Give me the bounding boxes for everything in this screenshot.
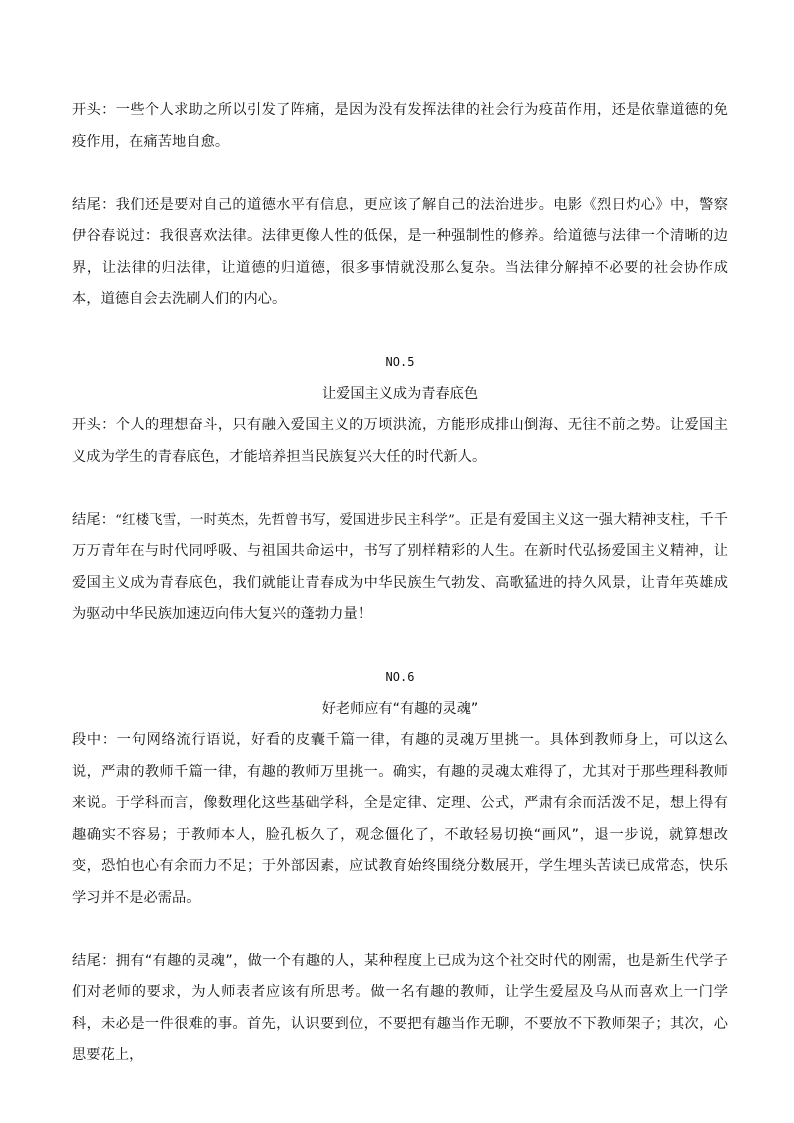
section5-ending	[72, 505, 728, 631]
section6-title: 好老师应有“有趣的灵魂”	[321, 700, 479, 717]
section4-opening: 开头：一些个人求助之所以引发了阵痛，是因为没有发挥法律的社会行为疫苗作用，还是依靠道德的免疫作用，在痛苦地自愈。	[72, 102, 728, 150]
document-page	[72, 95, 728, 1072]
paragraph-gap	[72, 316, 728, 348]
paragraph-gap	[72, 158, 728, 190]
section6-ending: 结尾：拥有“有趣的灵魂”，做一个有趣的人，某种程度上已成为这个社交时代的刚需，也是新生代学子们对老师的要求，为人师表者应该有所思考。做一名有趣的教师，让学生爱屋及乌从而喜欢上一门学科，未必是一件很难的事。首先，认识要到位，不要把有趣当作无聊，不要放不下教师架子；其次，心思要花上，	[72, 952, 728, 1063]
poem-quote: “红楼飞雪，一时英杰，先哲曾书写，爱国进步民主科学”	[115, 512, 455, 528]
paragraph-gap	[72, 473, 728, 505]
section5-number: NO.5	[385, 355, 415, 369]
section4-ending: 结尾：我们还是要对自己的道德水平有信息，更应该了解自己的法治进步。电影《烈日灼心》中，警察伊谷春说过：我很喜欢法律。法律更像人性的低保，是一种强制性的修养。给道德与法律一个清晰的边界，让法律的归法律，让道德的归道德，很多事情就没那么复杂。当法律分解掉不必要的社会协作成本，道德自会去洗刷人们的内心。	[72, 196, 728, 307]
ending-text: 。正是有爱国主义这一强大精神支柱，千千万万青年在与时代同呼吸、与祖国共命运中，书写了别样精彩的人生。在新时代弘扬爱国主义精神，让爱国主义成为青春底色，我们就能让青春成为中华民族生气勃发、高歌猛进的持久风景，让青年英雄成为驱动中华民族加速迈向伟大复兴的蓬勃力量！	[72, 511, 728, 622]
ending-label: 结尾：	[72, 511, 116, 528]
paragraph-gap	[72, 631, 728, 663]
paragraph-gap	[72, 914, 728, 946]
section6-middle: 段中：一句网络流行语说，好看的皮囊千篇一律，有趣的灵魂万里挑一。具体到教师身上，可以这么说，严肃的教师千篇一律，有趣的教师万里挑一。确实，有趣的灵魂太难得了，尤其对于那些理科教师来说。于学科而言，像数理化这些基础学科，全是定律、定理、公式，严肃有余而活泼不足，想上得有趣确实不容易；于教师本人，脸孔板久了，观念僵化了，不敢轻易切换“画风”，退一步说，就算想改变，恐怕也心有余而力不足；于外部因素，应试教育始终围绕分数展开，学生埋头苦读已成常态，快乐学习并不是必需品。	[72, 732, 728, 906]
section5-opening: 开头：个人的理想奋斗，只有融入爱国主义的万顷洪流，方能形成排山倒海、无往不前之势。让爱国主义成为学生的青春底色，才能培养担当民族复兴大任的时代新人。	[72, 417, 728, 465]
section5-title: 让爱国主义成为青春底色	[321, 385, 479, 402]
section6-number: NO.6	[385, 670, 415, 684]
